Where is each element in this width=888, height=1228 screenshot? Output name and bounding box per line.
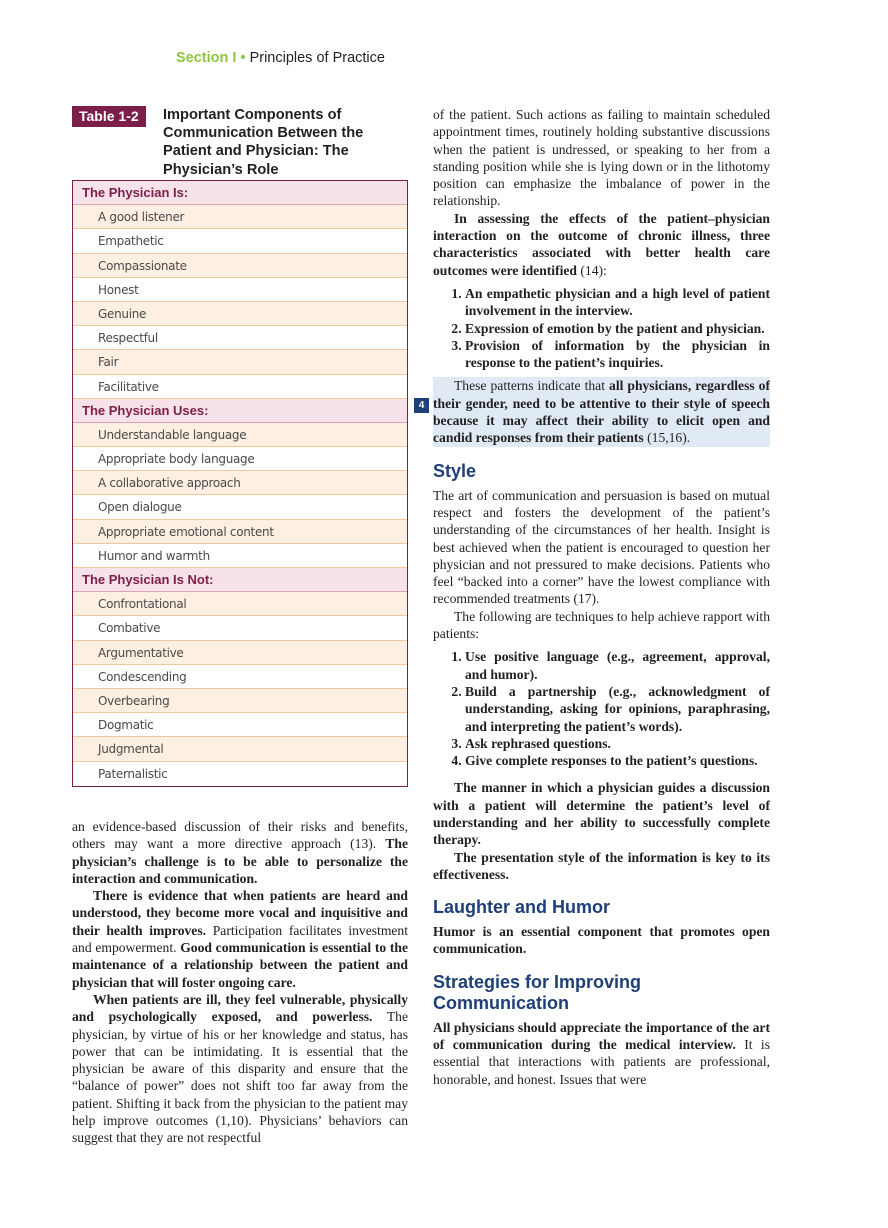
heading-style: Style xyxy=(433,460,477,481)
paragraph: When patients are ill, they feel vulnerable, physically and psychologically exposed, and powerless. The physician, by virtue of his or her knowledge and status, has power that can be intimidating. It is essential that the physician be aware of this disparity and ensure that the “balance of power” does not shift too far away from the patient. Shifting it back from the physician to the patient may help improve outcomes (1,10). Physicians’ behaviors can suggest that they are not respectful xyxy=(72,991,408,1146)
left-column-text xyxy=(72,818,408,1147)
highlighted-paragraph: These patterns indicate that all physicians, regardless of their gender, need to be attentive to their style of speech because it may affect their ability to elicit open and candid responses from their patients (15,16). xyxy=(433,378,771,446)
margin-marker: 4 xyxy=(414,398,429,413)
table-row: Respectful xyxy=(73,326,407,350)
table-row: Paternalistic xyxy=(98,766,168,781)
table-category-row: The Physician Is: xyxy=(73,181,407,205)
list-item: 3. Provision of information by the physician in response to the patient’s inquiries. xyxy=(465,337,770,372)
heading-strategies: Strategies for Improving Communication xyxy=(433,971,642,1013)
table-row: Condescending xyxy=(73,665,407,689)
table-row: Argumentative xyxy=(73,641,407,665)
header-title: Principles of Practice xyxy=(249,50,385,66)
list-item: 4. Give complete responses to the patient’s questions. xyxy=(465,752,770,769)
list-item: 1. Use positive language (e.g., agreement, approval, and humor). xyxy=(465,648,770,683)
list-item: 2. Build a partnership (e.g., acknowledgment of understanding, asking for opinions, paraphrasing, and interpreting the patient’s words). xyxy=(465,683,770,735)
paragraph: The art of communication and persuasion is based on mutual respect and fosters the development of the patient’s understanding of the circumstances of her health. Insight is best achieved when the patient is encouraged to question her physician and not pressured to make decisions. Patients who feel “backed into a corner” have the lowest compliance with recommended treatments (17). xyxy=(433,487,770,607)
table-row: Appropriate emotional content xyxy=(73,520,407,544)
outcomes-list xyxy=(433,285,770,371)
table-row: Open dialogue xyxy=(73,495,407,519)
table-row: A collaborative approach xyxy=(73,471,407,495)
paragraph: The manner in which a physician guides a discussion with a patient will determine the patient’s level of understanding and her ability to successfully complete therapy. xyxy=(433,780,770,848)
table-category-row: The Physician Uses: xyxy=(73,399,407,423)
table-row: Appropriate body language xyxy=(73,447,407,471)
paragraph: an evidence-based discussion of their risks and benefits, others may want a more directive approach (13). The physician’s challenge is to be able to personalize the interaction and communication. xyxy=(72,819,409,886)
paragraph: Humor is an essential component that promotes open communication. xyxy=(433,924,770,957)
table-row: Humor and warmth xyxy=(73,544,407,568)
list-item: 2. Expression of emotion by the patient and physician. xyxy=(465,320,770,337)
table-row: Honest xyxy=(73,278,407,302)
list-item: 1. An empathetic physician and a high level of patient involvement in the interview. xyxy=(465,285,770,320)
table-row: Confrontational xyxy=(73,592,407,616)
table-row: Understandable language xyxy=(73,423,407,447)
physician-role-table xyxy=(72,180,408,787)
paragraph: The presentation style of the information is key to its effectiveness. xyxy=(433,849,770,882)
table-category-row: The Physician Is Not: xyxy=(73,568,407,592)
table-row: Judgmental xyxy=(73,737,407,761)
table-label: Table 1-2 xyxy=(72,106,146,127)
right-column-text xyxy=(433,106,770,1088)
paragraph: The following are techniques to help achieve rapport with patients: xyxy=(433,608,770,642)
table-row: Empathetic xyxy=(73,229,407,253)
rapport-techniques-list xyxy=(433,648,770,769)
header-separator: • xyxy=(240,50,246,66)
table-row: Fair xyxy=(73,350,407,374)
paragraph: There is evidence that when patients are heard and understood, they become more vocal and inquisitive and their health improves. Participation facilitates investment and empowerment. Good communication is essential to the maintenance of a relationship between the patient and physician that will foster ongoing care. xyxy=(72,888,409,990)
table-row: Dogmatic xyxy=(73,713,407,737)
table-row: Overbearing xyxy=(73,689,407,713)
paragraph: In assessing the effects of the patient–physician interaction on the outcome of chronic illness, three characteristics associated with better health care outcomes were identified (14): xyxy=(433,210,770,278)
table-header xyxy=(72,106,408,176)
running-header xyxy=(176,50,385,66)
table-row: Facilitative xyxy=(73,375,407,399)
table-row: Compassionate xyxy=(73,254,407,278)
list-item: 3. Ask rephrased questions. xyxy=(465,735,770,752)
table-row: Combative xyxy=(73,616,407,640)
paragraph: All physicians should appreciate the importance of the art of communication during the medical interview. It is essential that interactions with patients are professional, honorable, and honest. Issues that were xyxy=(433,1019,770,1087)
table-row: Genuine xyxy=(73,302,407,326)
paragraph: of the patient. Such actions as failing to maintain scheduled appointment times, routinely holding substantive discussions when the patient is undressed, or speaking to her from a standing position while she is lying down or in the lithotomy position can emphasize the imbalance of power in the relationship. xyxy=(433,107,770,209)
table-row: A good listener xyxy=(73,205,407,229)
heading-laughter: Laughter and Humor xyxy=(433,897,611,918)
section-label: Section I xyxy=(176,50,237,66)
table-title: Important Components of Communication Between the Patient and Physician: The Physician’s Role xyxy=(163,107,364,178)
